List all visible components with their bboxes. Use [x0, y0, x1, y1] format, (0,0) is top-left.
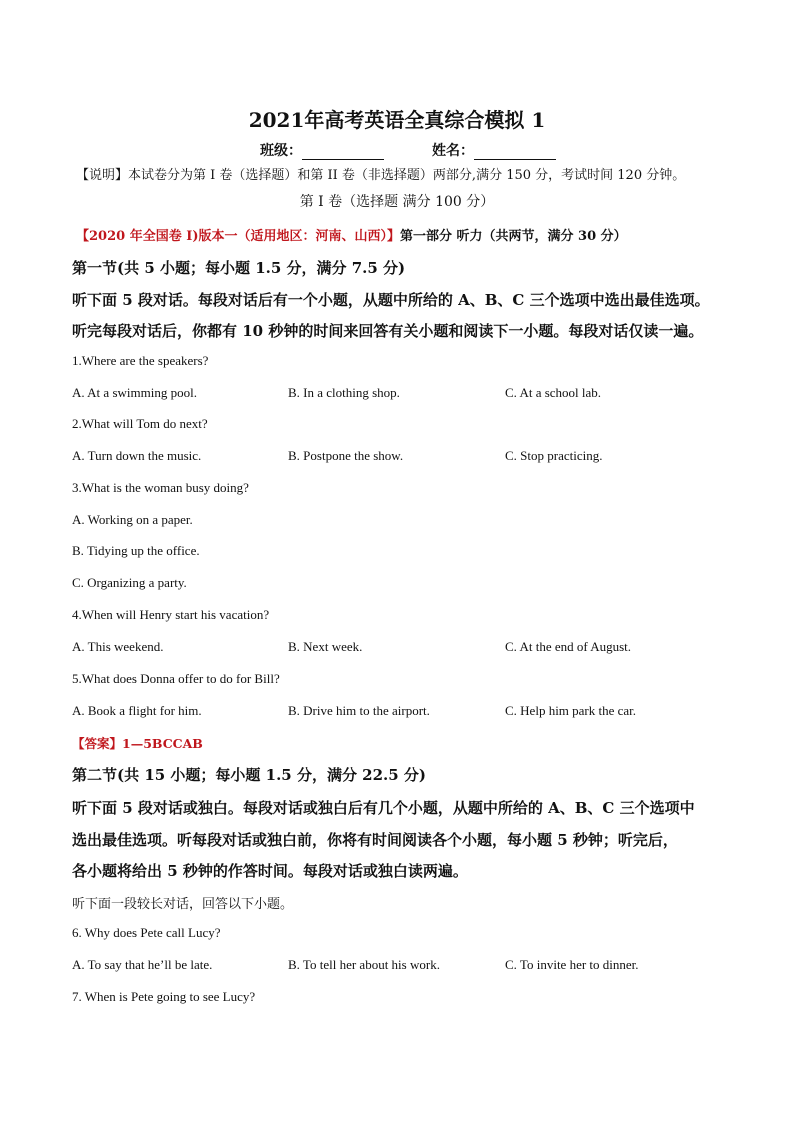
q5-option-c: C. Help him park the car. — [505, 703, 637, 718]
question-4: 4.When will Henry start his vacation? — [72, 607, 270, 622]
q5-option-b: B. Drive him to the airport. — [288, 703, 430, 718]
q5-option-a: A. Book a flight for him. — [72, 703, 202, 718]
name-label: 姓名： — [432, 143, 474, 159]
exam-note: 【说明】本试卷分为第 I 卷（选择题）和第 II 卷（非选择题）两部分,满分 150 分，考试时间 120 分钟。 — [76, 168, 686, 183]
q2-option-a: A. Turn down the music. — [72, 448, 202, 463]
section2-instruction-1: 听下面 5 段对话或独白。每段对话或独白后有几个小题，从题中所给的 A、B、C 三个选项中 — [72, 799, 695, 817]
class-label: 班级： — [260, 143, 302, 159]
question-1: 1.Where are the speakers? — [72, 353, 209, 368]
section2-lead: 听下面一段较长对话，回答以下小题。 — [72, 897, 294, 912]
question-6: 6. Why does Pete call Lucy? — [72, 925, 221, 940]
answer-key: 【答案】1—5BCCAB — [72, 736, 203, 751]
q6-option-c: C. To invite her to dinner. — [505, 957, 639, 972]
section1-title: 第一节(共 5 小题；每小题 1.5 分，满分 7.5 分) — [72, 259, 406, 277]
q2-option-c: C. Stop practicing. — [505, 448, 603, 463]
name-blank[interactable] — [474, 145, 556, 160]
q1-option-c: C. At a school lab. — [505, 385, 602, 400]
q2-option-b: B. Postpone the show. — [288, 448, 404, 463]
question-5: 5.What does Donna offer to do for Bill? — [72, 671, 280, 686]
class-blank[interactable] — [302, 145, 384, 160]
q3-option-a: A. Working on a paper. — [72, 512, 193, 527]
student-info-row — [260, 140, 556, 160]
source-tag: 【2020 年全国卷 I)版本一（适用地区：河南、山西）】 — [76, 229, 400, 244]
question-2: 2.What will Tom do next? — [72, 416, 208, 431]
part-title: 第一部分 听力（共两节，满分 30 分） — [399, 229, 627, 244]
q6-option-a: A. To say that he’ll be late. — [72, 957, 213, 972]
q1-option-b: B. In a clothing shop. — [288, 385, 400, 400]
part-heading — [76, 225, 627, 244]
q1-option-a: A. At a swimming pool. — [72, 385, 197, 400]
question-7: 7. When is Pete going to see Lucy? — [72, 989, 256, 1004]
section2-instruction-2: 选出最佳选项。听每段对话或独白前，你将有时间阅读各个小题，每小题 5 秒钟；听完后， — [72, 831, 678, 849]
q3-option-b: B. Tidying up the office. — [72, 543, 200, 558]
section1-instruction-2: 听完每段对话后，你都有 10 秒钟的时间来回答有关小题和阅读下一小题。每段对话仅读一遍。 — [72, 322, 704, 340]
q4-option-c: C. At the end of August. — [505, 639, 632, 654]
question-3: 3.What is the woman busy doing? — [72, 480, 249, 495]
q6-option-b: B. To tell her about his work. — [288, 957, 440, 972]
q4-option-b: B. Next week. — [288, 639, 363, 654]
q4-option-a: A. This weekend. — [72, 639, 164, 654]
q3-option-c: C. Organizing a party. — [72, 575, 187, 590]
volume-heading: 第 I 卷（选择题 满分 100 分） — [299, 194, 495, 210]
page-title: 2021年高考英语全真综合模拟 1 — [248, 108, 546, 132]
section2-instruction-3: 各小题将给出 5 秒钟的作答时间。每段对话或独白读两遍。 — [72, 862, 468, 880]
section2-title: 第二节(共 15 小题；每小题 1.5 分，满分 22.5 分) — [72, 766, 427, 784]
section1-instruction-1: 听下面 5 段对话。每段对话后有一个小题，从题中所给的 A、B、C 三个选项中选出最佳选项。 — [72, 291, 710, 309]
